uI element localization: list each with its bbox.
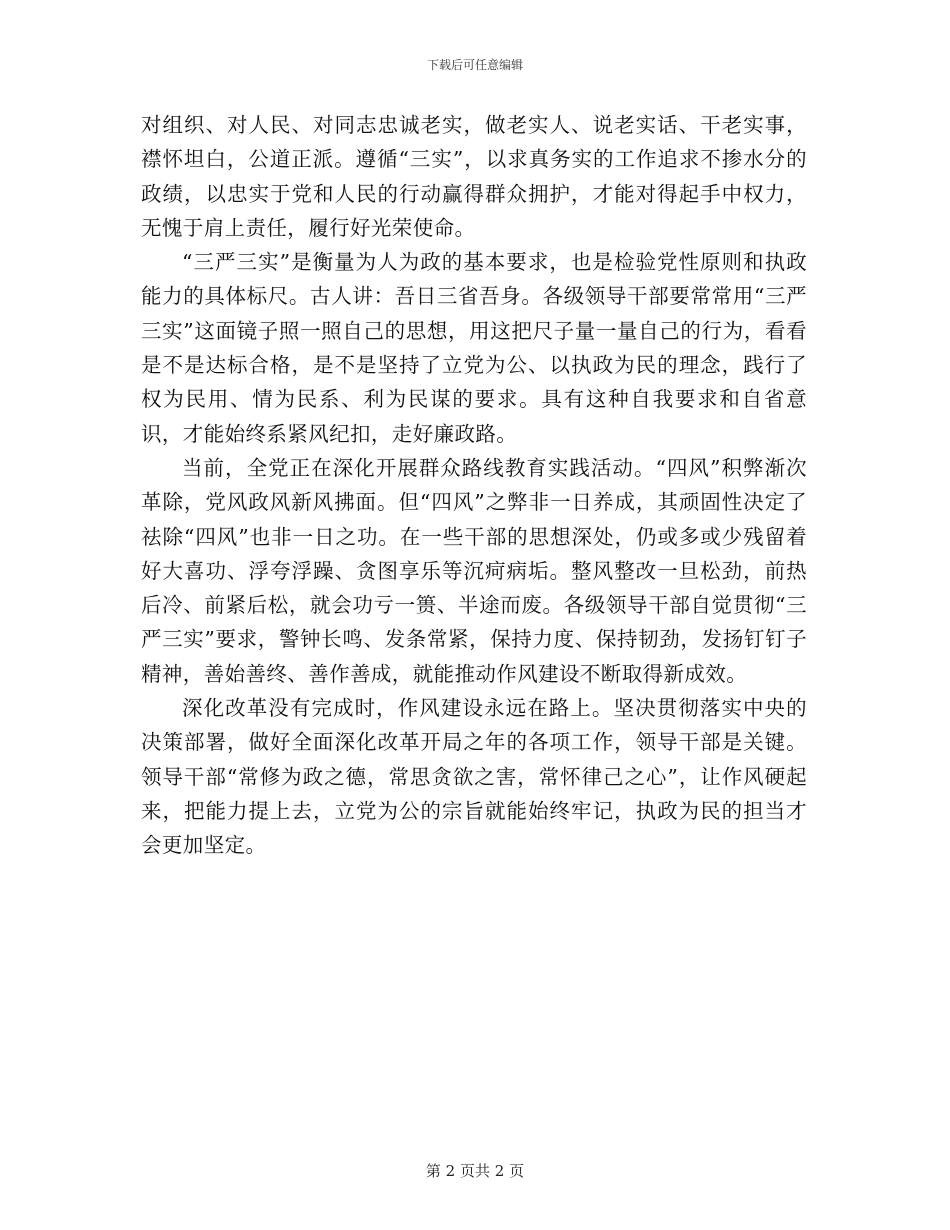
paragraph-1: 对组织、对人民、对同志忠诚老实，做老实人、说老实话、干老实事，襟怀坦白，公道正派。遵循“三实”，以求真务实的工作追求不掺水分的政绩，以忠实于党和人民的行动赢得群众拥护，才能对得起手中权力，无愧于肩上责任，履行好光荣使命。 bbox=[141, 113, 807, 240]
paragraph-3: 当前，全党正在深化开展群众路线教育实践活动。“四风”积弊渐次革除，党风政风新风拂面。但“四风”之弊非一日养成，其顽固性决定了祛除“四风”也非一日之功。在一些干部的思想深处，仍或多或少残留着好大喜功、浮夸浮躁、贪图享乐等沉疴病垢。整风整改一旦松劲，前热后冷、前紧后松，就会功亏一篑、半途而废。各级领导干部自觉贯彻“三严三实”要求，警钟长鸣、发条常紧，保持力度、保持韧劲，发扬钉钉子精神，善始善终、善作善成，就能推动作风建设不断取得新成效。 bbox=[141, 455, 807, 686]
paragraph-2: “三严三实”是衡量为人为政的基本要求，也是检验党性原则和执政能力的具体标尺。古人讲：吾日三省吾身。各级领导干部要常常用“三严三实”这面镜子照一照自己的思想，用这把尺子量一量自己的行为，看看是不是达标合格，是不是坚持了立党为公、以执政为民的理念，践行了权为民用、情为民系、利为民谋的要求。具有这种自我要求和自省意识，才能始终系紧风纪扣，走好廉政路。 bbox=[141, 250, 807, 446]
document-body bbox=[141, 108, 807, 863]
paragraph-4: 深化改革没有完成时，作风建设永远在路上。坚决贯彻落实中央的决策部署，做好全面深化改革开局之年的各项工作，领导干部是关键。领导干部“常修为政之德，常思贪欲之害，常怀律己之心”，让作风硬起来，把能力提上去，立党为公的宗旨就能始终牢记，执政为民的担当才会更加坚定。 bbox=[141, 696, 807, 858]
page-header: 下载后可任意编辑 bbox=[426, 58, 523, 72]
page-footer-page-number: 第 2 页共 2 页 bbox=[425, 1162, 525, 1180]
